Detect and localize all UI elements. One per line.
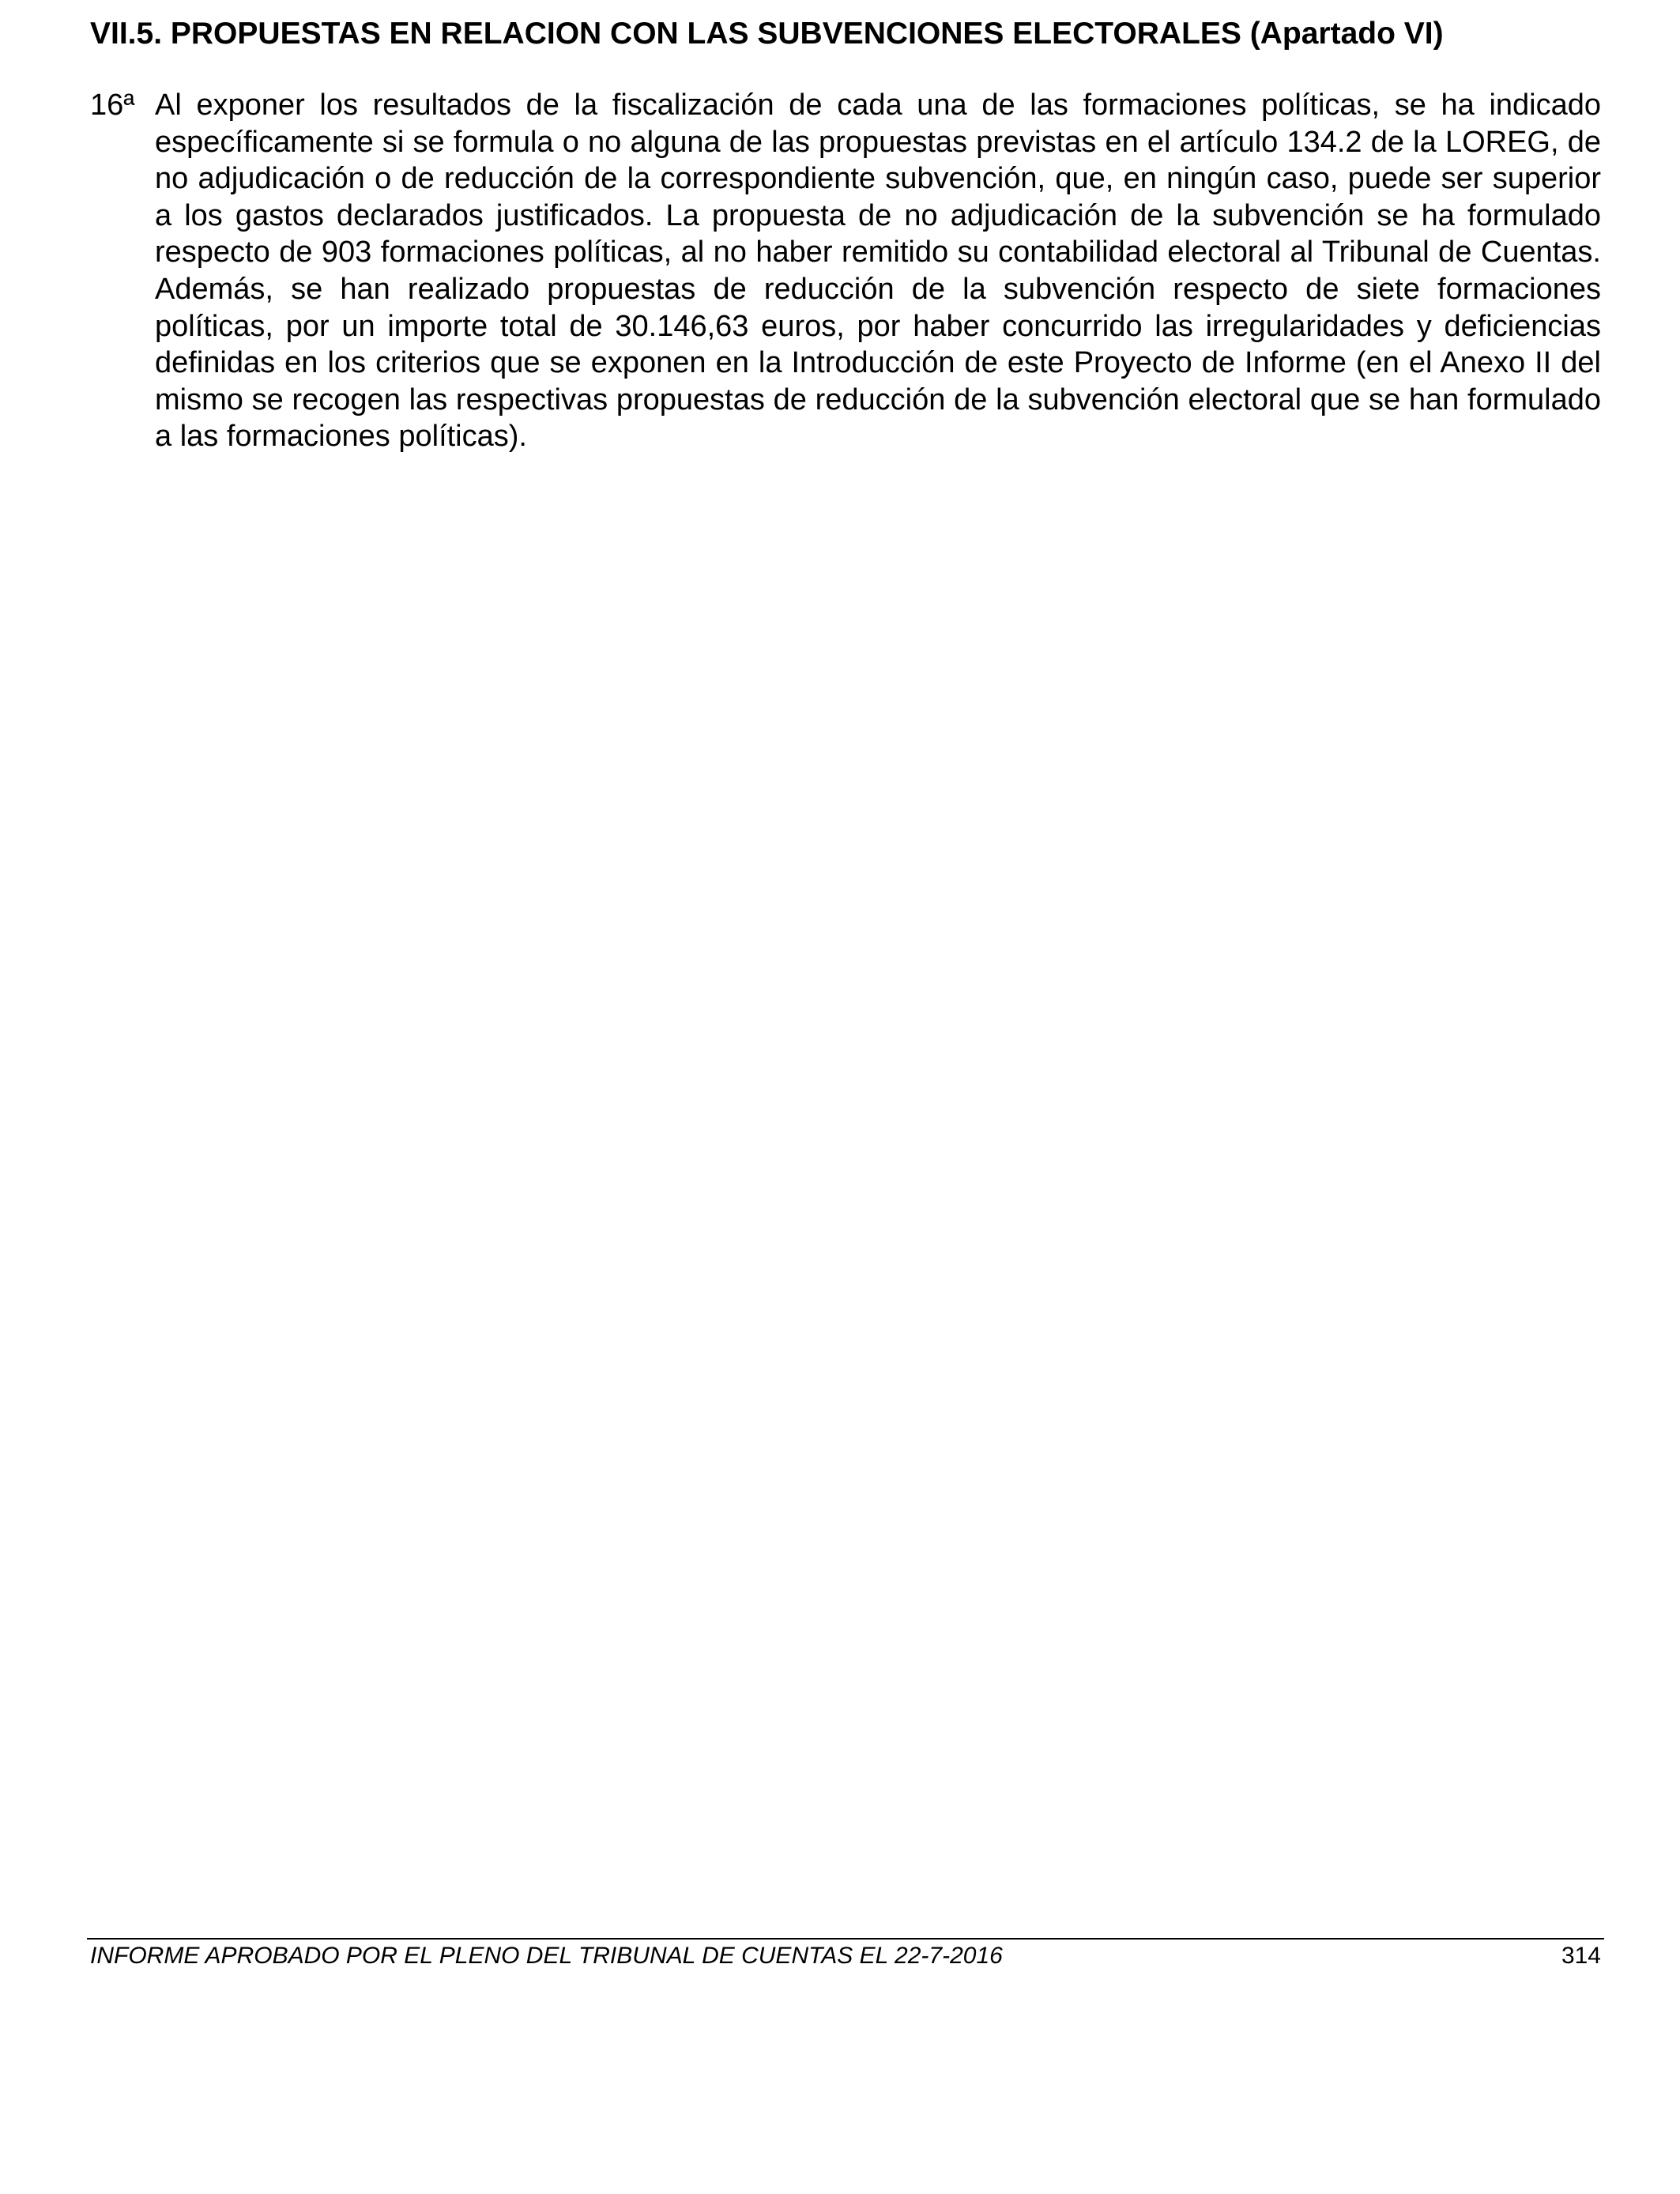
page-number: 314 — [1561, 1943, 1601, 1969]
footer-divider — [87, 1938, 1604, 1940]
footer-text: INFORME APROBADO POR EL PLENO DEL TRIBUNAL DE CUENTAS EL 22-7-2016 — [90, 1943, 1003, 1969]
paragraph-number: 16ª — [90, 89, 135, 122]
paragraph-text: Al exponer los resultados de la fiscalización de cada una de las formaciones políticas, se ha indicado específicamente si se formula o no alguna de las propuestas previstas en el artículo 134.2 de la LOREG, de no adjudicación o de reducción de la correspondiente subvención, que, en ningún caso, puede ser superior a los gastos declarados justificados. La propuesta de no adjudicación de la subvención se ha formulado respecto de 903 formaciones políticas, al no haber remitido su contabilidad electoral al Tribunal de Cuentas. Además, se han realizado propuestas de reducción de la subvención respecto de siete formaciones políticas, por un importe total de 30.146,63 euros, por haber concurrido las irregularidades y deficiencias definidas en los criterios que se exponen en la Introducción de este Proyecto de Informe (en el Anexo II del mismo se recogen las respectivas propuestas de reducción de la subvención electoral que se han formulado a las formaciones políticas). — [155, 89, 1601, 454]
section-title: VII.5. PROPUESTAS EN RELACION CON LAS SUBVENCIONES ELECTORALES (Apartado VI) — [90, 17, 1444, 51]
